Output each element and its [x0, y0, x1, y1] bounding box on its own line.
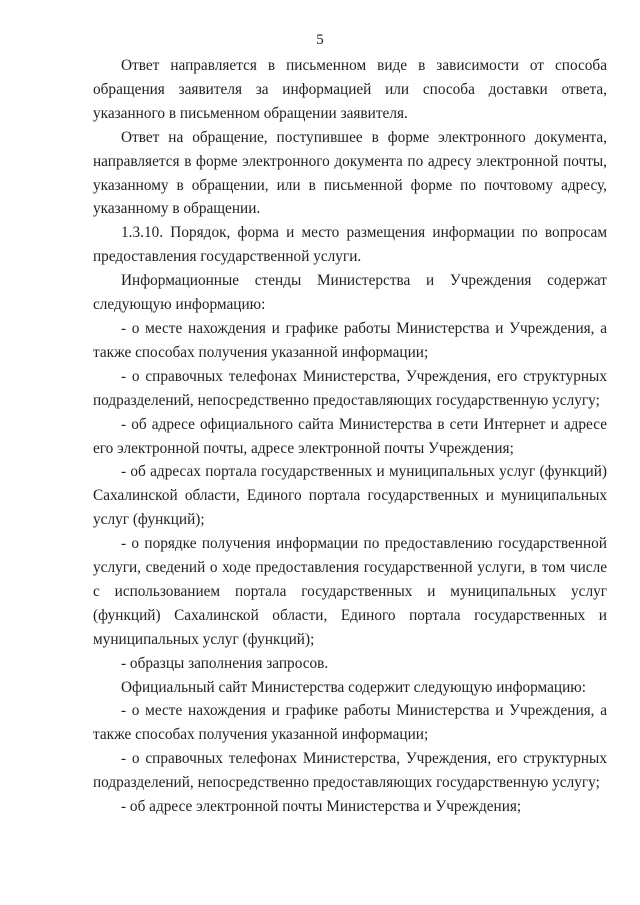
list-item: - о порядке получения информации по предоставлению государственной услуги, сведений о ходе предоставления государственной услуги, в том числе с использованием портала государственных и муниципальных услуг (функций) Сахалинской области, Единого портала государственных и муниципальных услуг (функций);: [93, 535, 607, 648]
list-item: - о справочных телефонах Министерства, Учреждения, его структурных подразделений, непосредственно предоставляющих государственную услугу;: [93, 367, 607, 409]
list-item: - о месте нахождения и графике работы Министерства и Учреждения, а также способах получения указанной информации;: [93, 702, 607, 744]
list-item: - об адресе электронной почты Министерства и Учреждения;: [121, 798, 522, 816]
list-item: - об адресах портала государственных и муниципальных услуг (функций) Сахалинской области, Единого портала государственных и муниципальных услуг (функций);: [93, 463, 607, 529]
paragraph: Информационные стенды Министерства и Учреждения содержат следующую информацию:: [93, 272, 607, 314]
paragraph: Ответ направляется в письменном виде в зависимости от способа обращения заявителя за информацией или способа доставки ответа, указанного в письменном обращении заявителя.: [93, 57, 607, 122]
list-item: - о месте нахождения и графике работы Министерства и Учреждения, а также способах получения указанной информации;: [93, 319, 607, 361]
paragraph: Официальный сайт Министерства содержит следующую информацию:: [121, 678, 586, 696]
paragraph: Ответ на обращение, поступившее в форме электронного документа, направляется в форме электронного документа по адресу электронной почты, указанному в обращении, или в письменной форме по почтовому адресу, указанному в обращении.: [93, 128, 607, 218]
section-heading-paragraph: 1.3.10. Порядок, форма и место размещения информации по вопросам предоставления государственной услуги.: [93, 224, 607, 266]
list-item: - образцы заполнения запросов.: [121, 654, 329, 672]
page-number: 5: [316, 32, 324, 48]
list-item: - об адресе официального сайта Министерства в сети Интернет и адресе его электронной почты, адресе электронной почты Учреждения;: [93, 415, 607, 457]
list-item: - о справочных телефонах Министерства, Учреждения, его структурных подразделений, непосредственно предоставляющих государственную услугу;: [93, 750, 607, 792]
document-body: [93, 54, 607, 819]
